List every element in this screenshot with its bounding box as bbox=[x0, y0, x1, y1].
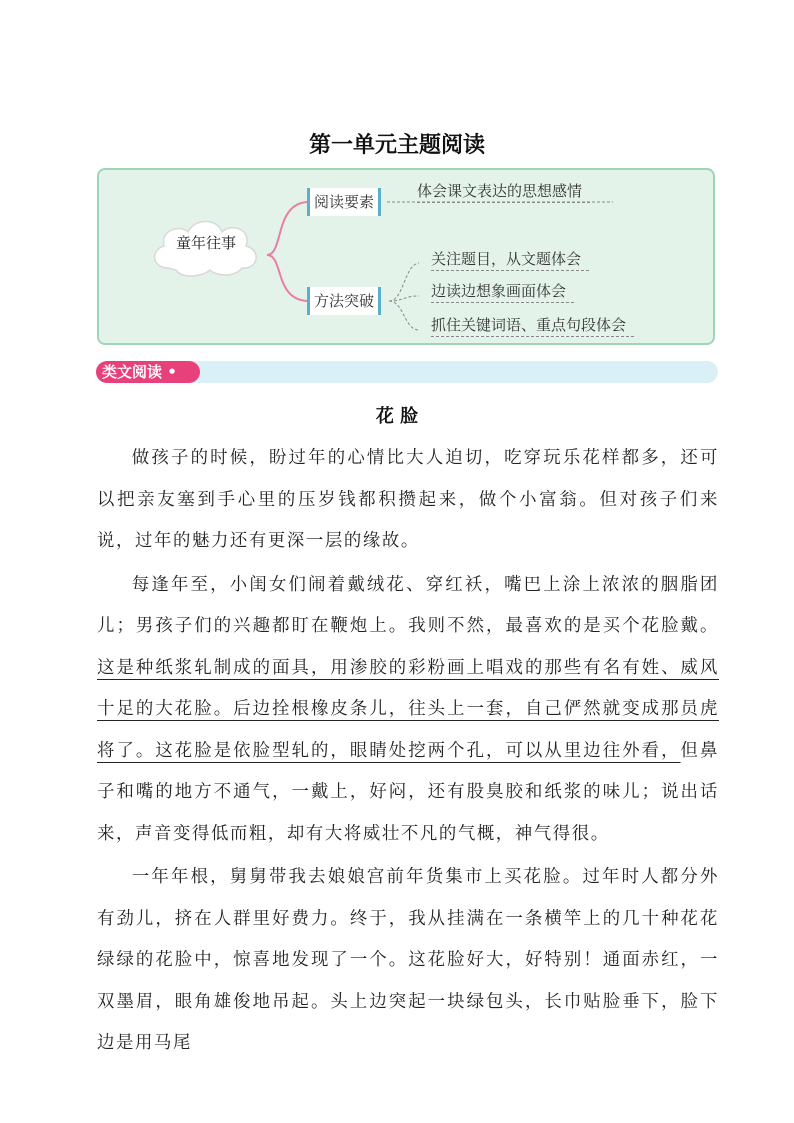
mind-map-center: 童年往事 bbox=[175, 234, 236, 252]
article-title: 花 脸 bbox=[375, 406, 419, 427]
leaf-item: 边读边想象画面体会 bbox=[431, 280, 574, 303]
paragraph bbox=[97, 565, 719, 856]
mind-map bbox=[97, 168, 715, 345]
page-title: 第一单元主题阅读 bbox=[308, 133, 485, 158]
article-body bbox=[97, 438, 719, 1065]
paragraph: 做孩子的时候，盼过年的心情比大人迫切，吃穿玩乐花样都多，还可以把亲友塞到手心里的压岁钱都积攒起来，做个小富翁。但对孩子们来说，过年的魅力还有更深一层的缘故。 bbox=[97, 448, 719, 551]
section-tag bbox=[96, 361, 200, 383]
paragraph: 一年年根，舅舅带我去娘娘宫前年货集市上买花脸。过年时人都分外有劲儿，挤在人群里好费力。终于，我从挂满在一条横竿上的几十种花花绿绿的花脸中，惊喜地发现了一个。这花脸好大，好特别！通面赤红，一双墨眉，眼角雄俊地吊起。头上边突起一块绿包头，长巾贴脸垂下，脸下边是用马尾 bbox=[97, 867, 719, 1053]
leaf-item: 关注题目，从文题体会 bbox=[431, 248, 589, 271]
branch-method-breakthrough: 方法突破 bbox=[307, 287, 381, 315]
paragraph-text: 但鼻子和嘴的地方不通气，一戴上，好闷，还有股臭胶和纸浆的味儿；说出话来，声音变得低而粗，却有大将威壮不凡的气概，神气得很。 bbox=[97, 740, 719, 844]
leaf-item: 抓住关键词语、重点句段体会 bbox=[431, 314, 634, 337]
leaf-item: 体会课文表达的思想感情 bbox=[417, 180, 590, 203]
section-tag-label: 类文阅读 bbox=[102, 363, 163, 381]
bullet-icon: • bbox=[162, 363, 177, 381]
branch-reading-elements: 阅读要素 bbox=[307, 188, 381, 216]
underlined-passage: 这是种纸浆轧制成的面具，用渗胶的彩粉画上唱戏的那些有名有姓、威风十足的大花脸。后边拴根橡皮条儿，往头上一套，自己俨然就变成那员虎将了。这花脸是依脸型轧的，眼睛处挖两个孔，可以从里边往外看， bbox=[97, 657, 719, 761]
paragraph-text: 每逢年至，小闺女们闹着戴绒花、穿红袄，嘴巴上涂上浓浓的胭脂团儿；男孩子们的兴趣都盯在鞭炮上。我则不然，最喜欢的是买个花脸戴。 bbox=[97, 574, 719, 636]
